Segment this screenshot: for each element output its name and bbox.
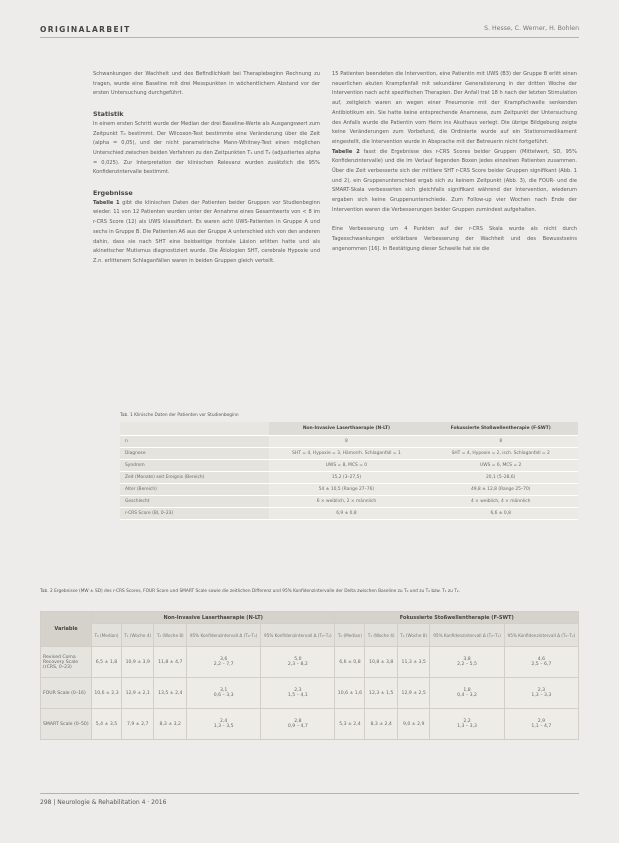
table-row	[120, 448, 578, 460]
ci-range: 2,5 – 6,7	[531, 662, 552, 667]
cell-value: 13,5 ± 2,4	[154, 678, 187, 709]
table-row	[120, 508, 578, 520]
row-label: n	[120, 436, 269, 448]
cell-ci	[261, 678, 335, 709]
cell-fswt: SHT = 4, Hypoxie = 2, isch. Schlaganfall = 2	[423, 448, 578, 460]
table-row	[120, 496, 578, 508]
cell-ci	[504, 709, 578, 740]
cell-value: 11,3 ± 3,5	[397, 647, 430, 678]
table2-subheader: 95% Konfidenzintervall Δ (T₀–T₁)	[430, 624, 504, 647]
cell-fswt: 49,8 ± 12,8 (Range 25–70)	[423, 484, 578, 496]
table1-header-fswt: Fokussierte Stoßwellentherapie (F-SWT)	[423, 422, 578, 436]
footer-divider	[40, 793, 579, 794]
cell-nlt: 6,9 ± 0,8	[269, 508, 423, 520]
ci-delta: 2,8	[294, 719, 302, 724]
paragraph-intro: Schwankungen der Wachheit und des Befindlichkeit bei Therapiebeginn Rechnung zu tragen, wurde eine Baseline mit drei Messpunkten in wöchentlichem Abstand vor der ersten Untersuchung durchgeführt.	[93, 71, 320, 97]
table2-caption: Tab. 2 Ergebnisse (MW ± SD) des r-CRS Scores, FOUR Score und SMART Scale sowie die zeitlichen Differenz und 95% Konfidenzintervalle der Delta zwischen Baseline zu T₀ und zu T₂ bzw. T₁ zu T₂.	[40, 589, 460, 594]
right-text-column	[332, 70, 577, 254]
cell-fswt: 4 × weiblich, 4 × männlich	[423, 496, 578, 508]
cell-value: 10,6 ± 2,3	[92, 678, 122, 709]
ci-range: 1,1 – 4,7	[531, 724, 552, 729]
table-row	[120, 460, 578, 472]
table1-header-nlt: Non-Invasive Laserthaerapie (N-LT)	[269, 422, 423, 436]
table1-caption: Tab. 1 Klinische Daten der Patienten vor Studienbeginn	[120, 413, 239, 418]
cell-value: 9,0 ± 2,9	[397, 709, 430, 740]
cell-value: 12,3 ± 1,5	[365, 678, 398, 709]
table-row	[41, 678, 579, 709]
ci-delta: 2,3	[537, 688, 545, 693]
table-row	[120, 436, 578, 448]
table-row	[120, 484, 578, 496]
row-label: Diagnose	[120, 448, 269, 460]
paragraph-threshold: Eine Verbesserung um 4 Punkten auf der r-CRS Skala wurde als nicht durch Tagesschwankungen erklärbare Verbesserung der Wachheit und des Bewusstseins angenommen [16]. In Bestätigung dieser Schwelle hat sie die	[332, 226, 577, 252]
cell-ci	[430, 678, 504, 709]
table2-group-fswt: Fokussierte Stoßwellentherapie (F-SWT)	[335, 612, 579, 624]
ci-range: 1,3 – 3,3	[457, 724, 477, 729]
cell-fswt: 20,1 (5–28,6)	[423, 472, 578, 484]
table2-subheader: T₂ (Woche 8)	[397, 624, 430, 647]
cell-fswt: 8	[423, 436, 578, 448]
row-label: Syndrom	[120, 460, 269, 472]
cell-ci	[430, 647, 504, 678]
ci-range: 2,2 – 5,5	[457, 662, 477, 667]
ci-delta: 4,6	[537, 657, 545, 662]
ci-delta: 2,4	[219, 719, 228, 724]
paragraph-statistics: In einem ersten Schritt wurde der Median der drei Baseline-Werte als Ausgangswert zum Zeitpunkt T₀ bestimmt. Der Wilcoxon-Test bestimmte eine Veränderung über die Zeit (alpha = 0,05), und der nicht parametrische Mann-Whitney-Test einen möglichen Unterschied zwischen beiden Verfahren zu den Zeitpunkten T₁ und T₂ (adjustiertes alpha = 0,025). Zur Interpretation der klinischen Relevanz wurden zusätzlich die 95% Konfidenzintervalle bestimmt.	[93, 120, 320, 176]
ci-delta: 2,3	[294, 688, 302, 693]
cell-nlt: 6 × weiblich, 2 × männlich	[269, 496, 423, 508]
cell-nlt: 54 ± 10,5 (Range 27–76)	[269, 484, 423, 496]
table2-subheader: 95% Konfidenzintervall Δ (T₀–T₁)	[187, 624, 261, 647]
cell-value: 10,8 ± 3,8	[365, 647, 398, 678]
ci-delta: 2,2	[463, 719, 471, 724]
cell-ci	[504, 647, 578, 678]
cell-value: 10,6 ± 1,6	[335, 678, 365, 709]
cell-ci	[187, 647, 261, 678]
cell-value: 6,5 ± 1,8	[92, 647, 122, 678]
table2-subheader: 95% Konfidenzintervall Δ (T₀–T₂)	[504, 624, 578, 647]
cell-value: 5,4 ± 3,5	[92, 709, 122, 740]
table2-subheader: T₀ (Median)	[335, 624, 365, 647]
table2-subheader: T₂ (Woche 8)	[154, 624, 187, 647]
ci-delta: 5,0	[294, 657, 302, 662]
table-clinical-data	[120, 422, 578, 520]
table-row	[41, 709, 579, 740]
paragraph-table2-text: fasst die Ergebnisse des r-CRS Scores beider Gruppen (Mittelwert, SD, 95% Konfidenzintervalle) und die im Verlauf liegenden Boxen jedes einzelnen Patienten zusammen. Über die Zeit verbesserte sich der mittlere SHT r-CRS Score beider Gruppen signifikant (Abb. 1 und 2), ein Gruppenunterschied ergab sich zu keinem Zeitpunkt (Abb. 3), die FOUR- und die SMART-Skala verbesserten sich gleichfalls signifikant während der Intervention, wiederum ergaben sich keine Gruppenunterschiede. Zum Follow-up vier Wochen nach Ende der Intervention waren die Verbesserungen beider Gruppen zumindest aufgehalten.	[332, 148, 578, 213]
ci-range: 0,4 – 3,2	[457, 693, 477, 698]
table2-subheader: T₁ (Woche 4)	[121, 624, 154, 647]
table-reference: Tabelle 1	[93, 199, 120, 206]
row-label: Revised Coma Recovery Scale (rCRS, 0–23)	[41, 647, 92, 678]
cell-nlt: 8	[269, 436, 423, 448]
table2-variable-header: Variable	[41, 612, 92, 647]
cell-ci	[261, 647, 335, 678]
ci-range: 0,6 – 3,3	[213, 693, 234, 698]
cell-nlt: UWS = 8, MCS = 0	[269, 460, 423, 472]
cell-ci	[187, 709, 261, 740]
row-label: Geschlecht	[120, 496, 269, 508]
row-label: SMART Scale (0–50)	[41, 709, 92, 740]
row-label: Alter (Bereich)	[120, 484, 269, 496]
page-footer: 298 | Neurologie & Rehabilitation 4 · 2016	[40, 799, 167, 806]
table2-subheader: T₁ (Woche 4)	[365, 624, 398, 647]
table2-group-nlt: Non-Invasive Laserthaerapie (N-LT)	[92, 612, 335, 624]
ci-range: 0,9 – 4,7	[287, 724, 308, 729]
cell-value: 10,9 ± 3,9	[121, 647, 154, 678]
row-label: r-CRS Score (Bl, 0–23)	[120, 508, 269, 520]
cell-fswt: UWS = 6, MCS = 2	[423, 460, 578, 472]
cell-nlt: SHT = 4, Hypoxie = 3, Hämorrh. Schlaganfall = 1	[269, 448, 423, 460]
ci-delta: 3,6	[219, 657, 228, 662]
table-results	[40, 611, 579, 740]
table1-corner	[120, 422, 269, 436]
heading-ergebnisse: Ergebnisse	[93, 188, 133, 197]
paragraph-results-text: gibt die klinischen Daten der Patienten beider Gruppen vor Studienbeginn wieder. 11 von 12 Patienten wurden unter der Annahme eines Gesamtwerts von < 8 im r-CRS Score (12) als UWS klassifiziert. Es waren acht UWS-Patienten in Gruppe A und sechs in Gruppe B. Die Patienten A6 aus der Gruppe A unterschied sich von den anderen dahin, dass sie nach SHT eine beidseitige frontale Läsion erlitten hatte und als akinetischer Mutismus diagnostiziert wurde. Die Ätiologien SHT, cerebrale Hypoxie und Z.n. erlittenem Schlaganfällen waren in beiden Gruppen gleich verteilt.	[93, 199, 321, 264]
paragraph-table2-summary	[332, 148, 577, 216]
cell-value: 12,9 ± 2,1	[121, 678, 154, 709]
row-label: FOUR Scale (0–16)	[41, 678, 92, 709]
ci-delta: 2,9	[537, 719, 545, 724]
ci-range: 2,2 – 7,7	[213, 662, 234, 667]
cell-ci	[504, 678, 578, 709]
cell-nlt: 15,2 (3–27,5)	[269, 472, 423, 484]
paragraph-intervention: 15 Patienten beendeten die Intervention, eine Patientin mit UWS (B3) der Gruppe B erlitt einen neuerlichen akuten Krampfanfall mit sekundärer Generalisierung in der dritten Woche der Intervention nach acht spezifischen Therapien. Der Anfall trat 18 h nach der letzten Stimulation auf, zeitgleich waren an wegen einer Pneumonie mit der Krampfschwelle senkenden Antibiotikum ein. Sie hatte keine entsprechende Anamnese, zum Zeitpunkt der Untersuchung des Anfalls wurde die Patientin vom Heim ins Akuthaus verlegt. Die übrige Bildgebung zeigte keine Veränderungen zum Vorbefund, die Ordinierte wurde auf ein Stationsmedikament eingestellt, die Intervention wurde in Absprache mit der Betreuerin nicht fortgeführt.	[332, 71, 577, 145]
ci-range: 1,5 – 4,1	[287, 693, 308, 698]
header-divider	[40, 37, 579, 38]
ci-range: 1,3 – 3,5	[213, 724, 234, 729]
cell-ci	[187, 678, 261, 709]
cell-ci	[261, 709, 335, 740]
ci-range: 2,3 – 8,2	[287, 662, 308, 667]
cell-value: 8,3 ± 3,2	[154, 709, 187, 740]
table-row	[120, 472, 578, 484]
article-authors: S. Hesse, C. Werner, H. Bohlen	[484, 25, 579, 32]
paragraph-results	[93, 199, 320, 267]
journal-section-label: ORIGINALARBEIT	[40, 25, 131, 34]
table-reference: Tabelle 2	[332, 148, 360, 155]
table2-subheader: 95% Konfidenzintervall Δ (T₀–T₂)	[261, 624, 335, 647]
ci-delta: 3,8	[463, 657, 471, 662]
cell-value: 7,9 ± 2,7	[121, 709, 154, 740]
cell-value: 6,6 ± 0,8	[335, 647, 365, 678]
ci-delta: 1,8	[463, 688, 471, 693]
ci-delta: 3,1	[219, 688, 228, 693]
cell-value: 12,9 ± 2,5	[397, 678, 430, 709]
left-text-column	[93, 70, 320, 267]
cell-value: 8,3 ± 2,4	[365, 709, 398, 740]
table2-subheader: T₀ (Median)	[92, 624, 122, 647]
cell-value: 11,8 ± 4,7	[154, 647, 187, 678]
row-label: Zeit (Monate) seit Ereignis (Bereich)	[120, 472, 269, 484]
cell-ci	[430, 709, 504, 740]
ci-range: 1,3 – 3,3	[531, 693, 552, 698]
table-row	[41, 647, 579, 678]
cell-value: 5,3 ± 2,4	[335, 709, 365, 740]
cell-fswt: 6,6 ± 0,8	[423, 508, 578, 520]
heading-statistik: Statistik	[93, 109, 124, 118]
